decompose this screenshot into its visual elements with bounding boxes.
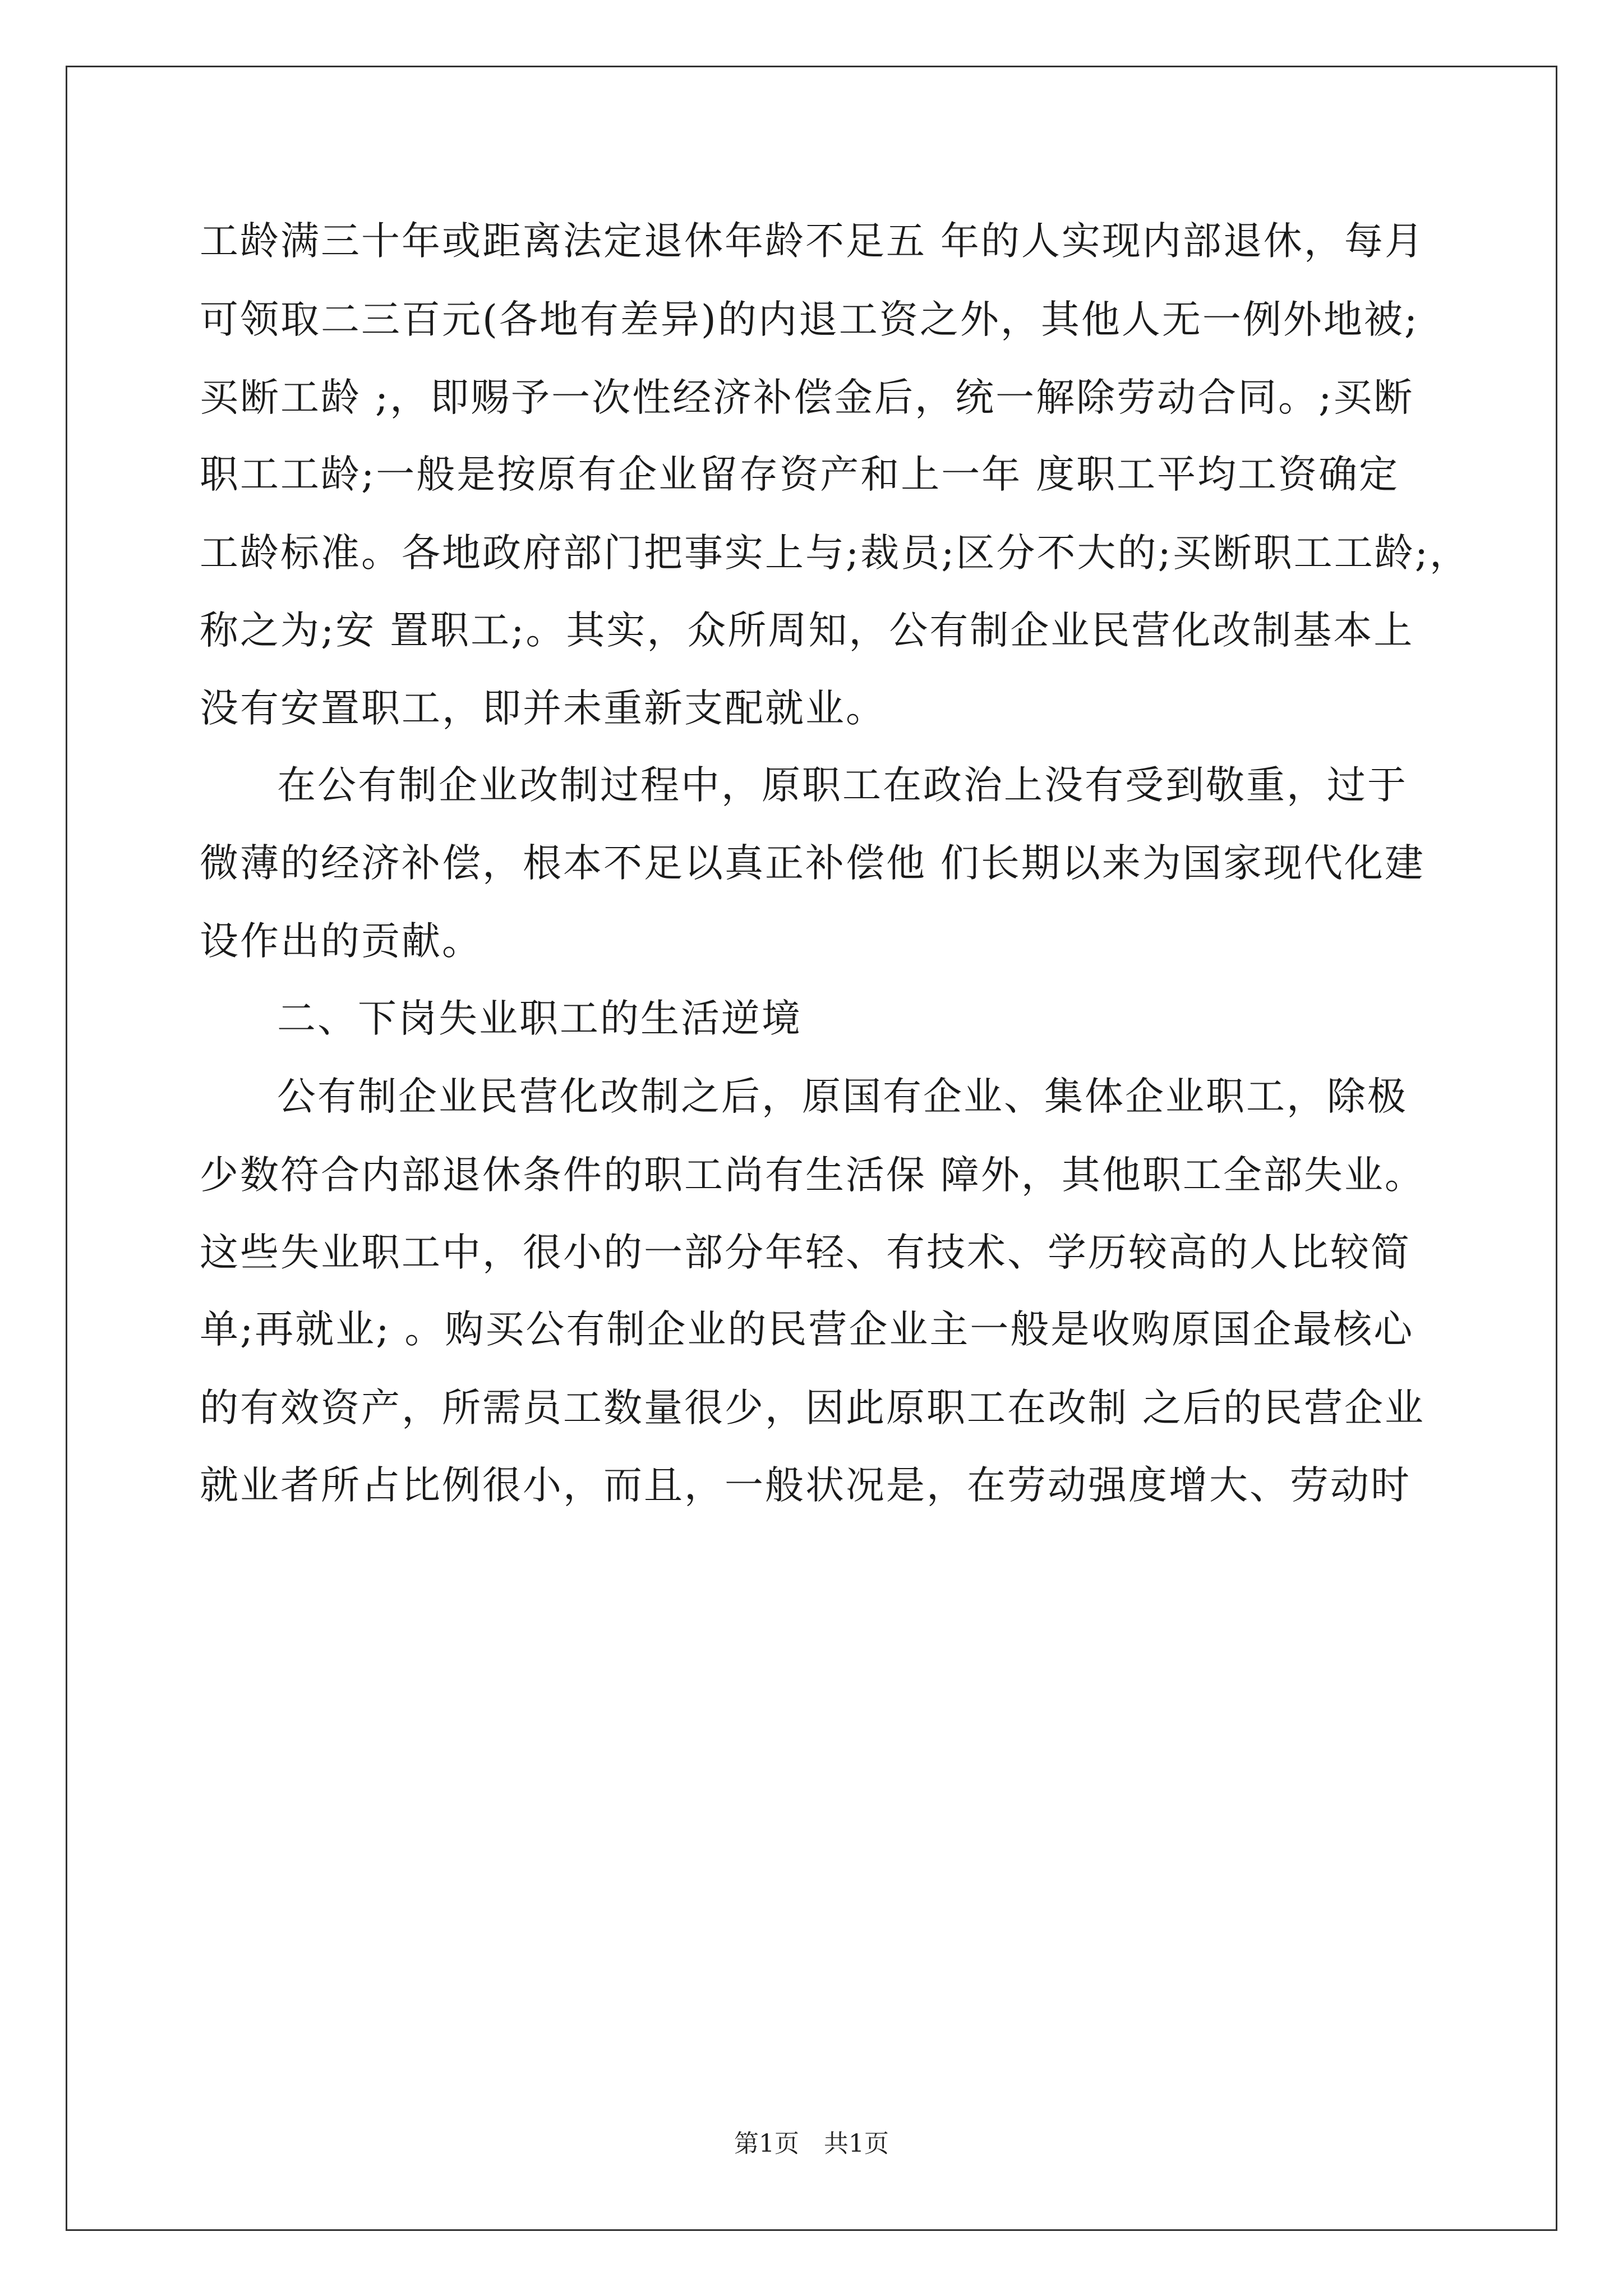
page-number: 第1页 共1页 <box>734 2129 889 2158</box>
text-line: 买断工龄 ;，即赐予一次性经济补偿金后，统一解除劳动合同。;买断 <box>200 375 1414 420</box>
text-line: 职工工龄;一般是按原有企业留存资产和上一年 度职工平均工资确定 <box>200 452 1400 497</box>
text-line: 称之为;安 置职工;。其实，众所周知，公有制企业民营化改制基本上 <box>200 608 1414 653</box>
text-line: 这些失业职工中，很小的一部分年轻、有技术、学历较高的人比较简 <box>200 1230 1411 1275</box>
text-line: 工龄满三十年或距离法定退休年龄不足五 年的人实现内部退休，每月 <box>200 219 1425 264</box>
text-line: 在公有制企业改制过程中，原职工在政治上没有受到敬重，过于 <box>277 763 1408 808</box>
text-line: 没有安置职工，即并未重新支配就业。 <box>200 686 886 731</box>
text-line: 少数符合内部退休条件的职工尚有生活保 障外，其他职工全部失业。 <box>200 1153 1425 1198</box>
text-line: 单;再就业; 。购买公有制企业的民营企业主一般是收购原国企最核心 <box>200 1307 1414 1352</box>
text-line: 设作出的贡献。 <box>200 919 482 964</box>
section-heading: 二、下岗失业职工的生活逆境 <box>277 996 802 1041</box>
text-line: 就业者所占比例很小，而且，一般状况是，在劳动强度增大、劳动时 <box>200 1463 1411 1508</box>
text-line: 可领取二三百元(各地有差异)的内退工资之外，其他人无一例外地被; <box>200 297 1419 342</box>
text-line: 工龄标准。各地政府部门把事实上与;裁员;区分不大的;买断职工工龄;， <box>200 531 1470 576</box>
text-line: 公有制企业民营化改制之后，原国有企业、集体企业职工，除极 <box>277 1074 1408 1119</box>
text-line: 微薄的经济补偿，根本不足以真正补偿他 们长期以来为国家现代化建 <box>200 841 1425 886</box>
text-line: 的有效资产，所需员工数量很少，因此原职工在改制 之后的民营企业 <box>200 1386 1425 1430</box>
